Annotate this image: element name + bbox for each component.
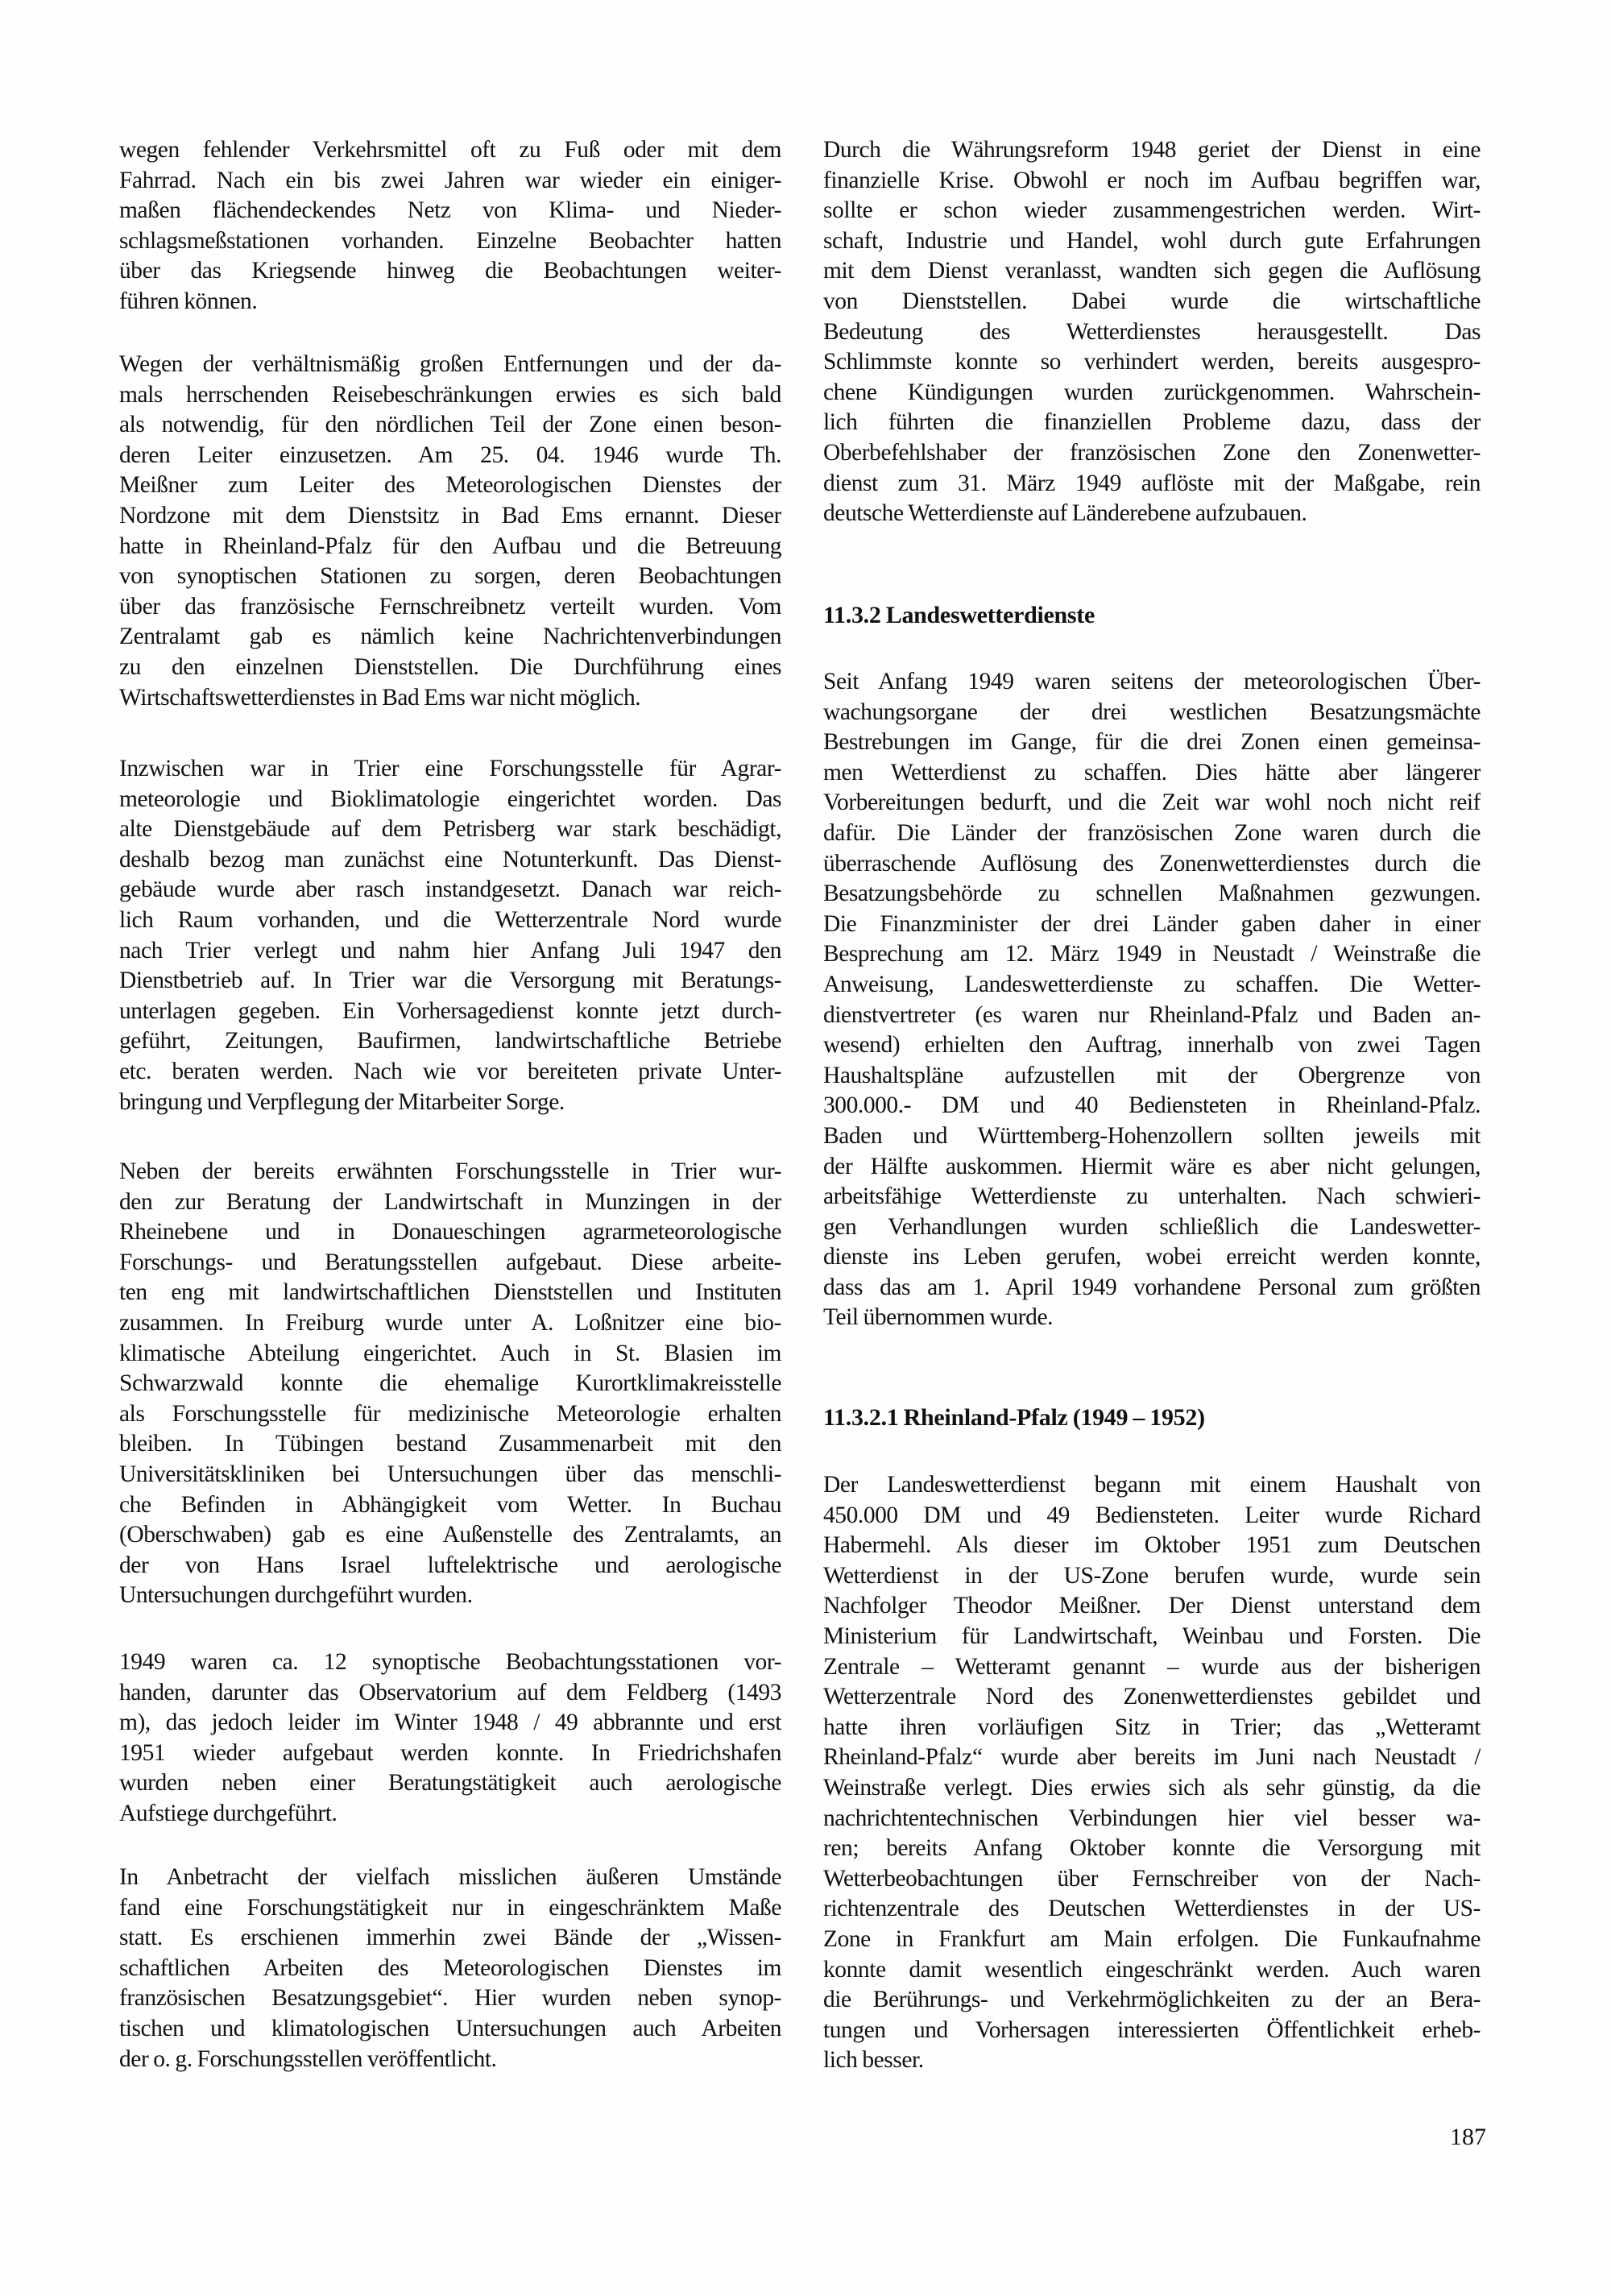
text-line: der von Hans Israel luftelektrische und aerologische bbox=[119, 1552, 781, 1578]
text-line: schaftlichen Arbeiten des Meteorologischen Dienstes im bbox=[119, 1954, 781, 1981]
text-line: 1949 waren ca. 12 synoptische Beobachtungsstationen vor- bbox=[119, 1649, 781, 1675]
text-line: statt. Es erschienen immerhin zwei Bände der „Wissen- bbox=[119, 1925, 781, 1951]
text-line: 1951 wieder aufgebaut werden konnte. In Friedrichshafen bbox=[119, 1739, 781, 1766]
text-line: 300.000.- DM und 40 Bediensteten in Rheinland-Pfalz. bbox=[823, 1092, 1481, 1119]
text-line: lich führten die finanziellen Probleme dazu, dass der bbox=[823, 409, 1481, 436]
text-line: men Wetterdienst zu schaffen. Dies hätte aber längerer bbox=[823, 759, 1481, 785]
text-line: konnte damit wesentlich eingeschränkt werden. Auch waren bbox=[823, 1956, 1481, 1983]
text-line: hatte ihren vorläufigen Sitz in Trier; das „Wetteramt bbox=[823, 1714, 1481, 1740]
text-line: Bestrebungen im Gange, für die drei Zonen einen gemeinsa- bbox=[823, 729, 1481, 756]
text-line: dienstvertreter (es waren nur Rheinland-Pfalz und Baden an- bbox=[823, 1001, 1481, 1028]
text-line: Vorbereitungen bedurft, und die Zeit war wohl noch nicht reif bbox=[823, 790, 1481, 816]
section-heading-11-3-2-1 bbox=[823, 1403, 1481, 1433]
text-line: Wegen der verhältnismäßig großen Entfernungen und der da- bbox=[119, 351, 781, 377]
text-line: bleiben. In Tübingen bestand Zusammenarbeit mit den bbox=[119, 1431, 781, 1457]
page-number: 187 bbox=[1450, 2124, 1486, 2150]
text-line: finanzielle Krise. Obwohl er noch im Aufbau begriffen war, bbox=[823, 167, 1481, 193]
text-line: lich Raum vorhanden, und die Wetterzentrale Nord wurde bbox=[119, 906, 781, 933]
text-line: Teil übernommen wurde. bbox=[823, 1304, 1054, 1331]
paragraph bbox=[119, 1647, 781, 1830]
text-line: Weinstraße verlegt. Dies erwies sich als sehr günstig, da die bbox=[823, 1774, 1481, 1801]
text-line: mals herrschenden Reisebeschränkungen erwies es sich bald bbox=[119, 381, 781, 408]
text-line: schlagsmeßstationen vorhanden. Einzelne Beobachter hatten bbox=[119, 227, 781, 254]
text-line: Ministerium für Landwirtschaft, Weinbau und Forsten. Die bbox=[823, 1623, 1481, 1649]
text-line: Fahrrad. Nach ein bis zwei Jahren war wieder ein einiger- bbox=[119, 167, 781, 193]
text-line: deren Leiter einzusetzen. Am 25. 04. 1946 wurde Th. bbox=[119, 441, 781, 468]
text-line: Rheinebene und in Donaueschingen agrarmeteorologische bbox=[119, 1219, 781, 1245]
text-line: alte Dienstgebäude auf dem Petrisberg war stark beschädigt, bbox=[119, 816, 781, 843]
text-line: Aufstiege durchgeführt. bbox=[119, 1800, 338, 1826]
text-line: maßen flächendeckendes Netz von Klima- und Nieder- bbox=[119, 197, 781, 224]
paragraph bbox=[119, 1863, 781, 2074]
text-line: Wetterzentrale Nord des Zonenwetterdienstes gebildet und bbox=[823, 1684, 1481, 1710]
text-line: unterlagen gegeben. Ein Vorhersagedienst konnte jetzt durch- bbox=[119, 997, 781, 1024]
text-line: Forschungs- und Beratungsstellen aufgebaut. Diese arbeite- bbox=[119, 1249, 781, 1275]
paragraph bbox=[119, 135, 781, 317]
text-line: lich besser. bbox=[823, 2047, 924, 2074]
text-line: geführt, Zeitungen, Baufirmen, landwirtschaftliche Betriebe bbox=[119, 1028, 781, 1055]
text-line: Zentrale – Wetteramt genannt – wurde aus der bisherigen bbox=[823, 1653, 1481, 1680]
paragraph bbox=[119, 350, 781, 713]
text-line: tungen und Vorhersagen interessierten Öffentlichkeit erheb- bbox=[823, 2016, 1481, 2043]
text-line: arbeitsfähige Wetterdienste zu unterhalten. Nach schwieri- bbox=[823, 1183, 1481, 1210]
text-line: Inzwischen war in Trier eine Forschungsstelle für Agrar- bbox=[119, 756, 781, 781]
text-line: dienst zum 31. März 1949 auflöste mit der Maßgabe, rein bbox=[823, 470, 1481, 496]
text-line: handen, darunter das Observatorium auf dem Feldberg (1493 bbox=[119, 1679, 781, 1705]
text-line: chene Kündigungen wurden zurückgenommen. Wahrschein- bbox=[823, 379, 1481, 405]
text-line: Schwarzwald konnte die ehemalige Kurortklimakreisstelle bbox=[119, 1370, 781, 1397]
text-line: deshalb bezog man zunächst eine Notunterkunft. Das Dienst- bbox=[119, 846, 781, 872]
text-line: Rheinland-Pfalz“ wurde aber bereits im Juni nach Neustadt / bbox=[823, 1744, 1481, 1771]
text-line: Untersuchungen durchgeführt wurden. bbox=[119, 1582, 473, 1609]
text-line: Zone in Frankfurt am Main erfolgen. Die Funkaufnahme bbox=[823, 1925, 1481, 1952]
text-line: wesend) erhielten den Auftrag, innerhalb von zwei Tagen bbox=[823, 1032, 1481, 1059]
text-line: sollte er schon wieder zusammengestrichen werden. Wirt- bbox=[823, 197, 1481, 224]
text-line: Durch die Währungsreform 1948 geriet der Dienst in eine bbox=[823, 137, 1481, 163]
text-line: gebäude wurde aber rasch instandgesetzt. Danach war reich- bbox=[119, 877, 781, 903]
text-line: Baden und Württemberg-Hohenzollern sollten jeweils mit bbox=[823, 1122, 1481, 1149]
section-heading-11-3-2 bbox=[823, 600, 1481, 631]
text-line: fand eine Forschungstätigkeit nur in eingeschränktem Maße bbox=[119, 1894, 781, 1921]
text-line: 450.000 DM und 49 Bediensteten. Leiter wurde Richard bbox=[823, 1502, 1481, 1528]
paragraph bbox=[823, 667, 1481, 1333]
text-line: von Dienststellen. Dabei wurde die wirtschaftliche bbox=[823, 288, 1481, 314]
text-line: der o. g. Forschungsstellen veröffentlicht. bbox=[119, 2045, 497, 2072]
text-line: Anweisung, Landeswetterdienste zu schaffen. Die Wetter- bbox=[823, 971, 1481, 997]
text-line: Neben der bereits erwähnten Forschungsstelle in Trier wur- bbox=[119, 1158, 781, 1184]
text-line: mit dem Dienst veranlasst, wandten sich gegen die Auflösung bbox=[823, 258, 1481, 284]
text-line: bringung und Verpflegung der Mitarbeiter Sorge. bbox=[119, 1088, 565, 1115]
text-line: über das französische Fernschreibnetz verteilt wurden. Vom bbox=[119, 593, 781, 620]
text-line: dienste ins Leben gerufen, wobei erreicht werden konnte, bbox=[823, 1244, 1481, 1270]
text-line: tischen und klimatologischen Untersuchungen auch Arbeiten bbox=[119, 2015, 781, 2041]
text-line: nachrichtentechnischen Verbindungen hier viel besser wa- bbox=[823, 1805, 1481, 1831]
text-line: schaft, Industrie und Handel, wohl durch gute Erfahrungen bbox=[823, 227, 1481, 254]
text-line: als Forschungsstelle für medizinische Meteorologie erhalten bbox=[119, 1400, 781, 1427]
text-line: m), das jedoch leider im Winter 1948 / 49 abbrannte und erst bbox=[119, 1710, 781, 1736]
text-line: etc. beraten werden. Nach wie vor bereiteten private Unter- bbox=[119, 1058, 781, 1084]
text-line: richtenzentrale des Deutschen Wetterdienstes in der US- bbox=[823, 1896, 1481, 1922]
text-line: als notwendig, für den nördlichen Teil der Zone einen beson- bbox=[119, 412, 781, 438]
text-line: che Befinden in Abhängigkeit vom Wetter. In Buchau bbox=[119, 1491, 781, 1518]
paragraph bbox=[119, 1157, 781, 1611]
text-line: Bedeutung des Wetterdienstes herausgestellt. Das bbox=[823, 318, 1481, 345]
text-line: dass das am 1. April 1949 vorhandene Personal zum größten bbox=[823, 1274, 1481, 1300]
text-line: Dienstbetrieb auf. In Trier war die Versorgung mit Beratungs- bbox=[119, 968, 781, 994]
text-line: ren; bereits Anfang Oktober konnte die Versorgung mit bbox=[823, 1835, 1481, 1862]
text-line: nach Trier verlegt und nahm hier Anfang Juli 1947 den bbox=[119, 937, 781, 964]
text-line: (Oberschwaben) gab es eine Außenstelle des Zentralamts, an bbox=[119, 1522, 781, 1548]
text-line: klimatische Abteilung eingerichtet. Auch in St. Blasien im bbox=[119, 1340, 781, 1366]
text-line: führen können. bbox=[119, 288, 258, 314]
text-line: Wetterbeobachtungen über Fernschreiber von der Nach- bbox=[823, 1865, 1481, 1892]
text-line: Seit Anfang 1949 waren seitens der meteorologischen Über- bbox=[823, 669, 1481, 694]
text-line: gen Verhandlungen wurden schließlich die Landeswetter- bbox=[823, 1213, 1481, 1240]
text-line: den zur Beratung der Landwirtschaft in Munzingen in der bbox=[119, 1188, 781, 1215]
text-line: Wirtschaftswetterdienstes in Bad Ems war nicht möglich. bbox=[119, 684, 641, 711]
text-line: Nordzone mit dem Dienstsitz in Bad Ems ernannt. Dieser bbox=[119, 502, 781, 528]
text-line: Besatzungsbehörde zu schnellen Maßnahmen gezwungen. bbox=[823, 881, 1481, 907]
text-line: Nachfolger Theodor Meißner. Der Dienst unterstand dem bbox=[823, 1593, 1481, 1619]
text-line: In Anbetracht der vielfach misslichen äußeren Umstände bbox=[119, 1864, 781, 1890]
text-line: über das Kriegsende hinweg die Beobachtungen weiter- bbox=[119, 258, 781, 284]
text-line: dafür. Die Länder der französischen Zone waren durch die bbox=[823, 819, 1481, 846]
text-line: wegen fehlender Verkehrsmittel oft zu Fuß oder mit dem bbox=[119, 137, 781, 163]
paragraph bbox=[823, 135, 1481, 529]
text-line: von synoptischen Stationen zu sorgen, deren Beobachtungen bbox=[119, 563, 781, 590]
text-line: wachungsorgane der drei westlichen Besatzungsmächte bbox=[823, 698, 1481, 725]
text-line: die Berührungs- und Verkehrmöglichkeiten zu der an Bera- bbox=[823, 1987, 1481, 2013]
text-line: Meißner zum Leiter des Meteorologischen Dienstes der bbox=[119, 472, 781, 499]
paragraph bbox=[119, 754, 781, 1117]
text-line: Der Landeswetterdienst begann mit einem Haushalt von bbox=[823, 1472, 1481, 1498]
text-line: Habermehl. Als dieser im Oktober 1951 zum Deutschen bbox=[823, 1532, 1481, 1559]
text-line: Wetterdienst in der US-Zone berufen wurde, wurde sein bbox=[823, 1562, 1481, 1589]
text-line: Besprechung am 12. März 1949 in Neustadt / Weinstraße die bbox=[823, 941, 1481, 968]
paragraph bbox=[823, 1470, 1481, 2076]
text-line: Zentralamt gab es nämlich keine Nachrichtenverbindungen bbox=[119, 624, 781, 650]
text-line: Oberbefehlshaber der französischen Zone den Zonenwetter- bbox=[823, 439, 1481, 466]
text-line: französischen Besatzungsgebiet“. Hier wurden neben synop- bbox=[119, 1985, 781, 2012]
text-line: zu den einzelnen Dienststellen. Die Durchführung eines bbox=[119, 653, 781, 680]
heading-text: 11.3.2.1 Rheinland-Pfalz (1949 – 1952) bbox=[823, 1404, 1205, 1431]
text-line: meteorologie und Bioklimatologie eingerichtet worden. Das bbox=[119, 785, 781, 812]
text-line: ten eng mit landwirtschaftlichen Dienststellen und Instituten bbox=[119, 1279, 781, 1306]
text-line: überraschende Auflösung des Zonenwetterdienstes durch die bbox=[823, 850, 1481, 877]
text-line: wurden neben einer Beratungstätigkeit auch aerologische bbox=[119, 1770, 781, 1797]
text-line: zusammen. In Freiburg wurde unter A. Loßnitzer eine bio- bbox=[119, 1309, 781, 1336]
text-line: Haushaltspläne aufzustellen mit der Obergrenze von bbox=[823, 1062, 1481, 1088]
text-line: hatte in Rheinland-Pfalz für den Aufbau und die Betreuung bbox=[119, 533, 781, 559]
text-line: der Hälfte auskommen. Hiermit wäre es aber nicht gelungen, bbox=[823, 1153, 1481, 1179]
text-line: Schlimmste konnte so verhindert werden, bereits ausgespro- bbox=[823, 349, 1481, 375]
text-line: deutsche Wetterdienste auf Länderebene aufzubauen. bbox=[823, 500, 1307, 527]
text-line: Universitätskliniken bei Untersuchungen über das menschli- bbox=[119, 1461, 781, 1487]
text-line: Die Finanzminister der drei Länder gaben daher in einer bbox=[823, 910, 1481, 937]
heading-text: 11.3.2 Landeswetterdienste bbox=[823, 602, 1095, 628]
